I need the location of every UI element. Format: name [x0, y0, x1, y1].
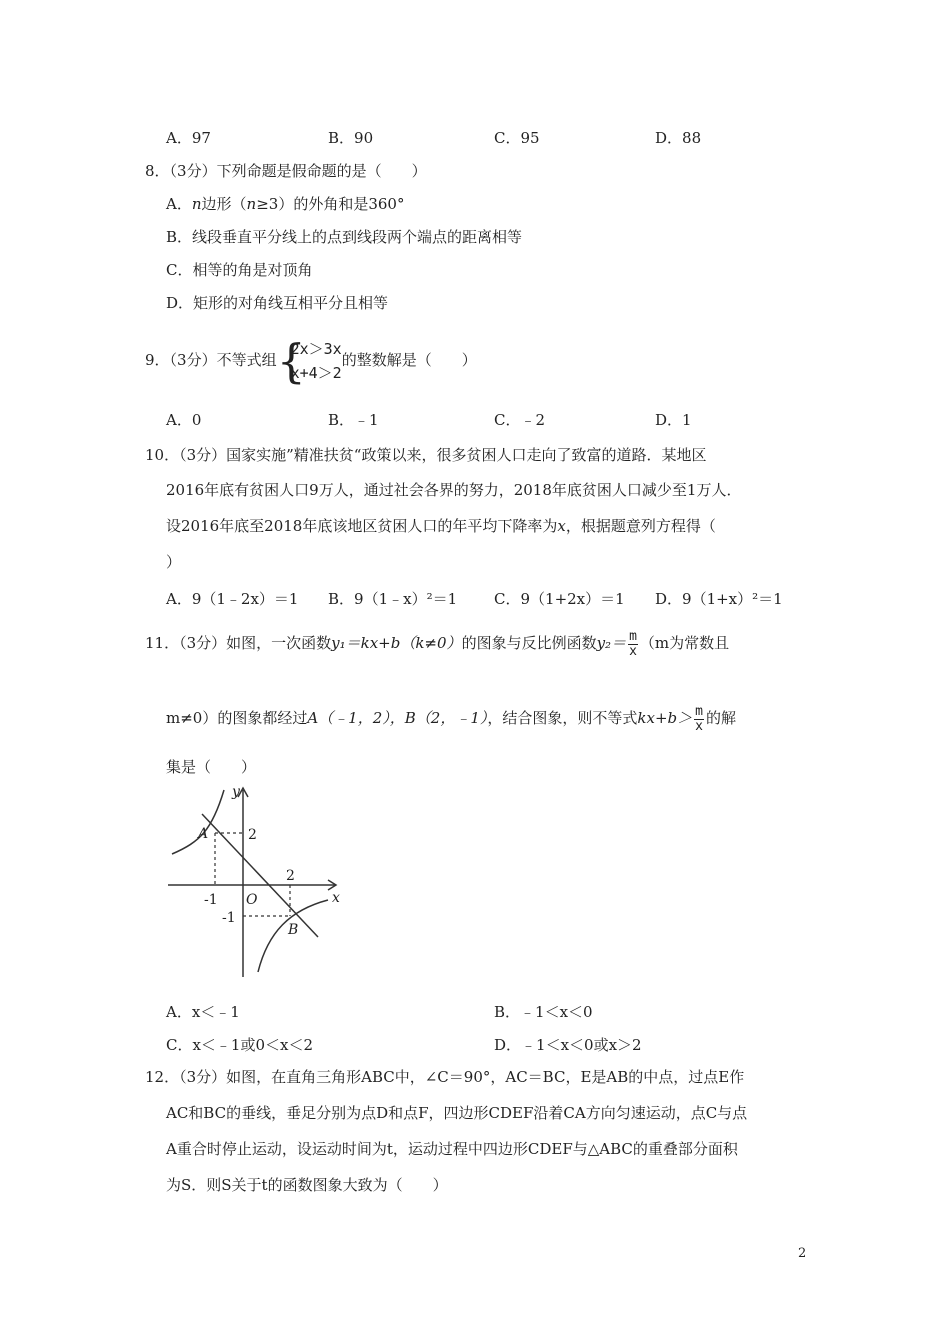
q7-option-d: D．88 [655, 129, 702, 147]
q8-option-d: D．矩形的对角线互相平分且相等 [166, 294, 389, 312]
q11-function-graph [160, 782, 350, 982]
q10-option-c: C．9（1+2x）＝1 [494, 590, 625, 608]
q8-option-c: C．相等的角是对顶角 [166, 261, 313, 279]
q10-option-d: D．9（1+x）²＝1 [655, 590, 783, 608]
q7-option-a: A．97 [166, 129, 211, 147]
q7-option-b: B．90 [328, 129, 374, 147]
q11-line2: m≠0）的图象都经过A（﹣1，2），B（2，﹣1），结合图象，则不等式kx+b＞ $\frac{m}{x}$ 的解 [166, 703, 736, 734]
q10-option-a: A．9（1﹣2x）＝1 [166, 590, 299, 608]
q12-line3: A重合时停止运动，设运动时间为t，运动过程中四边形CDEF与△ABC的重叠部分面积 [166, 1140, 738, 1158]
point-a-label: A [198, 826, 209, 842]
q10-line1: 10．（3分）国家实施”精准扶贫“政策以来，很多贫困人口走向了致富的道路．某地区 [145, 446, 707, 464]
q10-line4: ） [166, 553, 182, 571]
q9-option-c: C．﹣2 [494, 411, 546, 429]
linear-function-line [202, 814, 318, 937]
tick-label-y-neg1: -1 [222, 910, 236, 926]
q10-line3: 设2016年底至2018年底该地区贫困人口的年平均下降率为x，根据题意列方程得（ [166, 517, 716, 535]
point-b-label: B [288, 922, 299, 938]
q11-option-c: C．x＜﹣1或0＜x＜2 [166, 1036, 314, 1054]
q9-option-a: A．0 [166, 411, 202, 429]
q10-line2: 2016年底有贫困人口9万人，通过社会各界的努力，2018年底贫困人口减少至1万人． [166, 481, 742, 499]
q8-stem: 8．（3分）下列命题是假命题的是（ ） [145, 162, 427, 180]
q12-line2: AC和BC的垂线，垂足分别为点D和点F，四边形CDEF沿着CA方向匀速运动，点C与点 [166, 1104, 748, 1122]
q9-inequality-system: { 2x＞3x x+4＞2 [276, 334, 342, 388]
q11-fraction-m-over-x-2: $\frac{m}{x}$ [695, 703, 703, 734]
q10-option-b: B．9（1﹣x）²＝1 [328, 590, 458, 608]
q12-line4: 为S．则S关于t的函数图象大致为（ ） [166, 1176, 448, 1194]
q9-option-b: B．﹣1 [328, 411, 379, 429]
q12-line1: 12．（3分）如图，在直角三角形ABC中，∠C＝90°，AC＝BC，E是AB的中点，过点E作 [145, 1068, 745, 1086]
tick-label-y-2: 2 [248, 827, 257, 843]
q7-option-c: C．95 [494, 129, 540, 147]
y-axis-label: y [232, 784, 240, 800]
tick-label-x-neg1: -1 [204, 892, 218, 908]
x-axis-label: x [332, 890, 340, 906]
page-number: 2 [798, 1246, 807, 1261]
q11-fraction-m-over-x: $\frac{m}{x}$ [629, 628, 637, 659]
q11-option-b: B．﹣1＜x＜0 [494, 1003, 593, 1021]
q8-option-b: B．线段垂直平分线上的点到线段两个端点的距离相等 [166, 228, 523, 246]
q9-stem: 9．（3分）不等式组 { 2x＞3x x+4＞2 的整数解是（ ） [145, 334, 477, 388]
q11-option-a: A．x＜﹣1 [166, 1003, 240, 1021]
q11-option-d: D．﹣1＜x＜0或x＞2 [494, 1036, 642, 1054]
q8-option-a: A．n边形（n≥3）的外角和是360° [166, 195, 405, 213]
q11-line1: 11．（3分）如图，一次函数y₁＝kx+b（k≠0）的图象与反比例函数y₂＝ $\frac{m}{x}$ （m为常数且 [145, 628, 730, 659]
q11-line3: 集是（ ） [166, 758, 257, 776]
origin-label: O [246, 892, 258, 908]
q9-option-d: D．1 [655, 411, 692, 429]
tick-label-x-2: 2 [286, 868, 295, 884]
hyperbola-branch-left [172, 790, 224, 854]
